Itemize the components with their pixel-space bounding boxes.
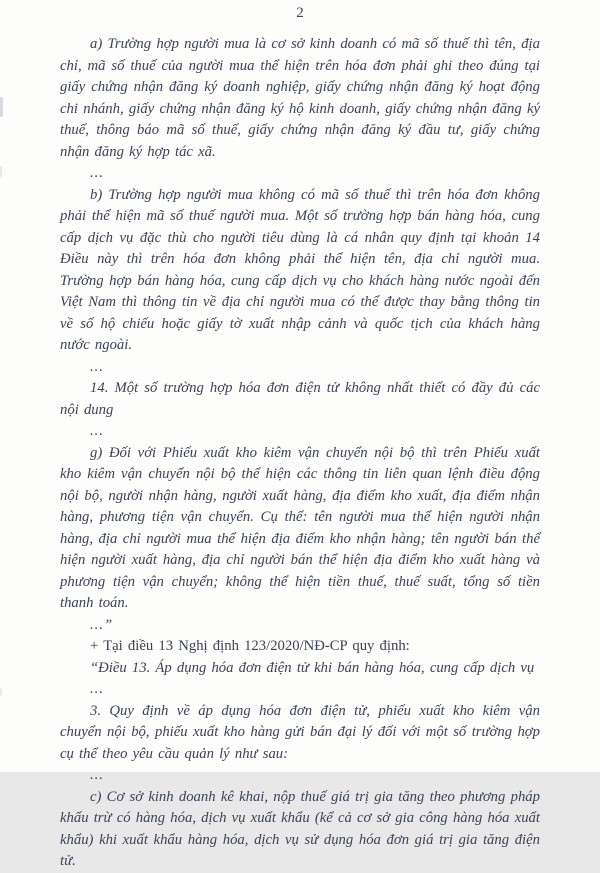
ellipsis: ... — [90, 767, 105, 783]
paragraph-b: b) Trường hợp người mua không có mã số thuế thì trên hóa đơn không phải thể hiện mã số thuế người mua. Một số trường hợp bán hàng hóa, cung cấp dịch vụ đặc thù cho người tiêu dùng là cá nhân quy định tại khoản 14 Điều này thì trên hóa đơn không phải thể hiện tên, địa chỉ người mua. Trường hợp bán hàng hóa, cung cấp dịch vụ cho khách hàng nước ngoài đến Việt Nam thì thông tin về địa chỉ người mua có thể được thay bằng thông tin về số hộ chiếu hoặc giấy tờ xuất nhập cảnh và quốc tịch của khách hàng nước ngoài. — [60, 186, 540, 353]
ellipsis: ... — [90, 358, 105, 375]
ellipsis-closing-quote: ...” — [90, 616, 114, 633]
paragraph-14: 14. Một số trường hợp hóa đơn điện tử không nhất thiết có đầy đủ các nội dung — [60, 380, 540, 418]
scan-edge-artifact — [0, 688, 2, 696]
paragraph-a: a) Trường hợp người mua là cơ sở kinh doanh có mã số thuế thì tên, địa chỉ, mã số thuế của người mua thể hiện trên hóa đơn phải ghi theo đúng tại giấy chứng nhận đăng ký doanh nghiệp, giấy chứng nhận đăng ký hoạt động chi nhánh, giấy chứng nhận đăng ký hộ kinh doanh, giấy chứng nhận đăng ký thuế, thông báo mã số thuế, giấy chứng nhận đăng ký đầu tư, giấy chứng nhận đăng ký hợp tác xã. — [60, 36, 540, 160]
scan-edge-artifact — [0, 97, 3, 117]
scan-edge-artifact — [0, 166, 2, 177]
article-13-heading: “Điều 13. Áp dụng hóa đơn điện tử khi bán hàng hóa, cung cấp dịch vụ — [90, 659, 535, 676]
ellipsis: ... — [90, 681, 105, 697]
paragraph-3: 3. Quy định về áp dụng hóa đơn điện tử, phiếu xuất kho kiêm vận chuyển nội bộ, phiếu xuất kho hàng gửi bán đại lý đối với một số trường hợp cụ thể theo yêu cầu quản lý như sau: — [60, 702, 540, 762]
citation-line: + Tại điều 13 Nghị định 123/2020/NĐ-CP quy định: — [90, 638, 410, 654]
ellipsis: ... — [90, 423, 105, 439]
paragraph-g: g) Đối với Phiếu xuất kho kiêm vận chuyển nội bộ thì trên Phiếu xuất kho kiêm vận chuyển nội bộ thể hiện các thông tin liên quan lệnh điều động nội bộ, người nhận hàng, người xuất hàng, địa điểm kho xuất, địa điểm nhận hàng, phương tiện vận chuyển. Cụ thể: tên người mua thể hiện người nhận hàng, địa chỉ người mua thể hiện địa điểm kho nhận hàng; tên người bán thể hiện người xuất hàng, địa chỉ người bán thể hiện địa điểm kho xuất hàng và phương tiện vận chuyển; không thể hiện tiền thuế, thuế suất, tổng số tiền thanh toán. — [60, 444, 540, 611]
ellipsis: ... — [90, 165, 105, 181]
document-body — [60, 34, 540, 873]
paragraph-c: c) Cơ sở kinh doanh kê khai, nộp thuế giá trị gia tăng theo phương pháp khấu trừ có hàng hóa, dịch vụ xuất khẩu (kể cả cơ sở gia công hàng hóa xuất khẩu) khi xuất khẩu hàng hóa, dịch vụ sử dụng hóa đơn giá trị gia tăng điện tử. — [60, 788, 540, 869]
page-number: 2 — [296, 5, 304, 21]
